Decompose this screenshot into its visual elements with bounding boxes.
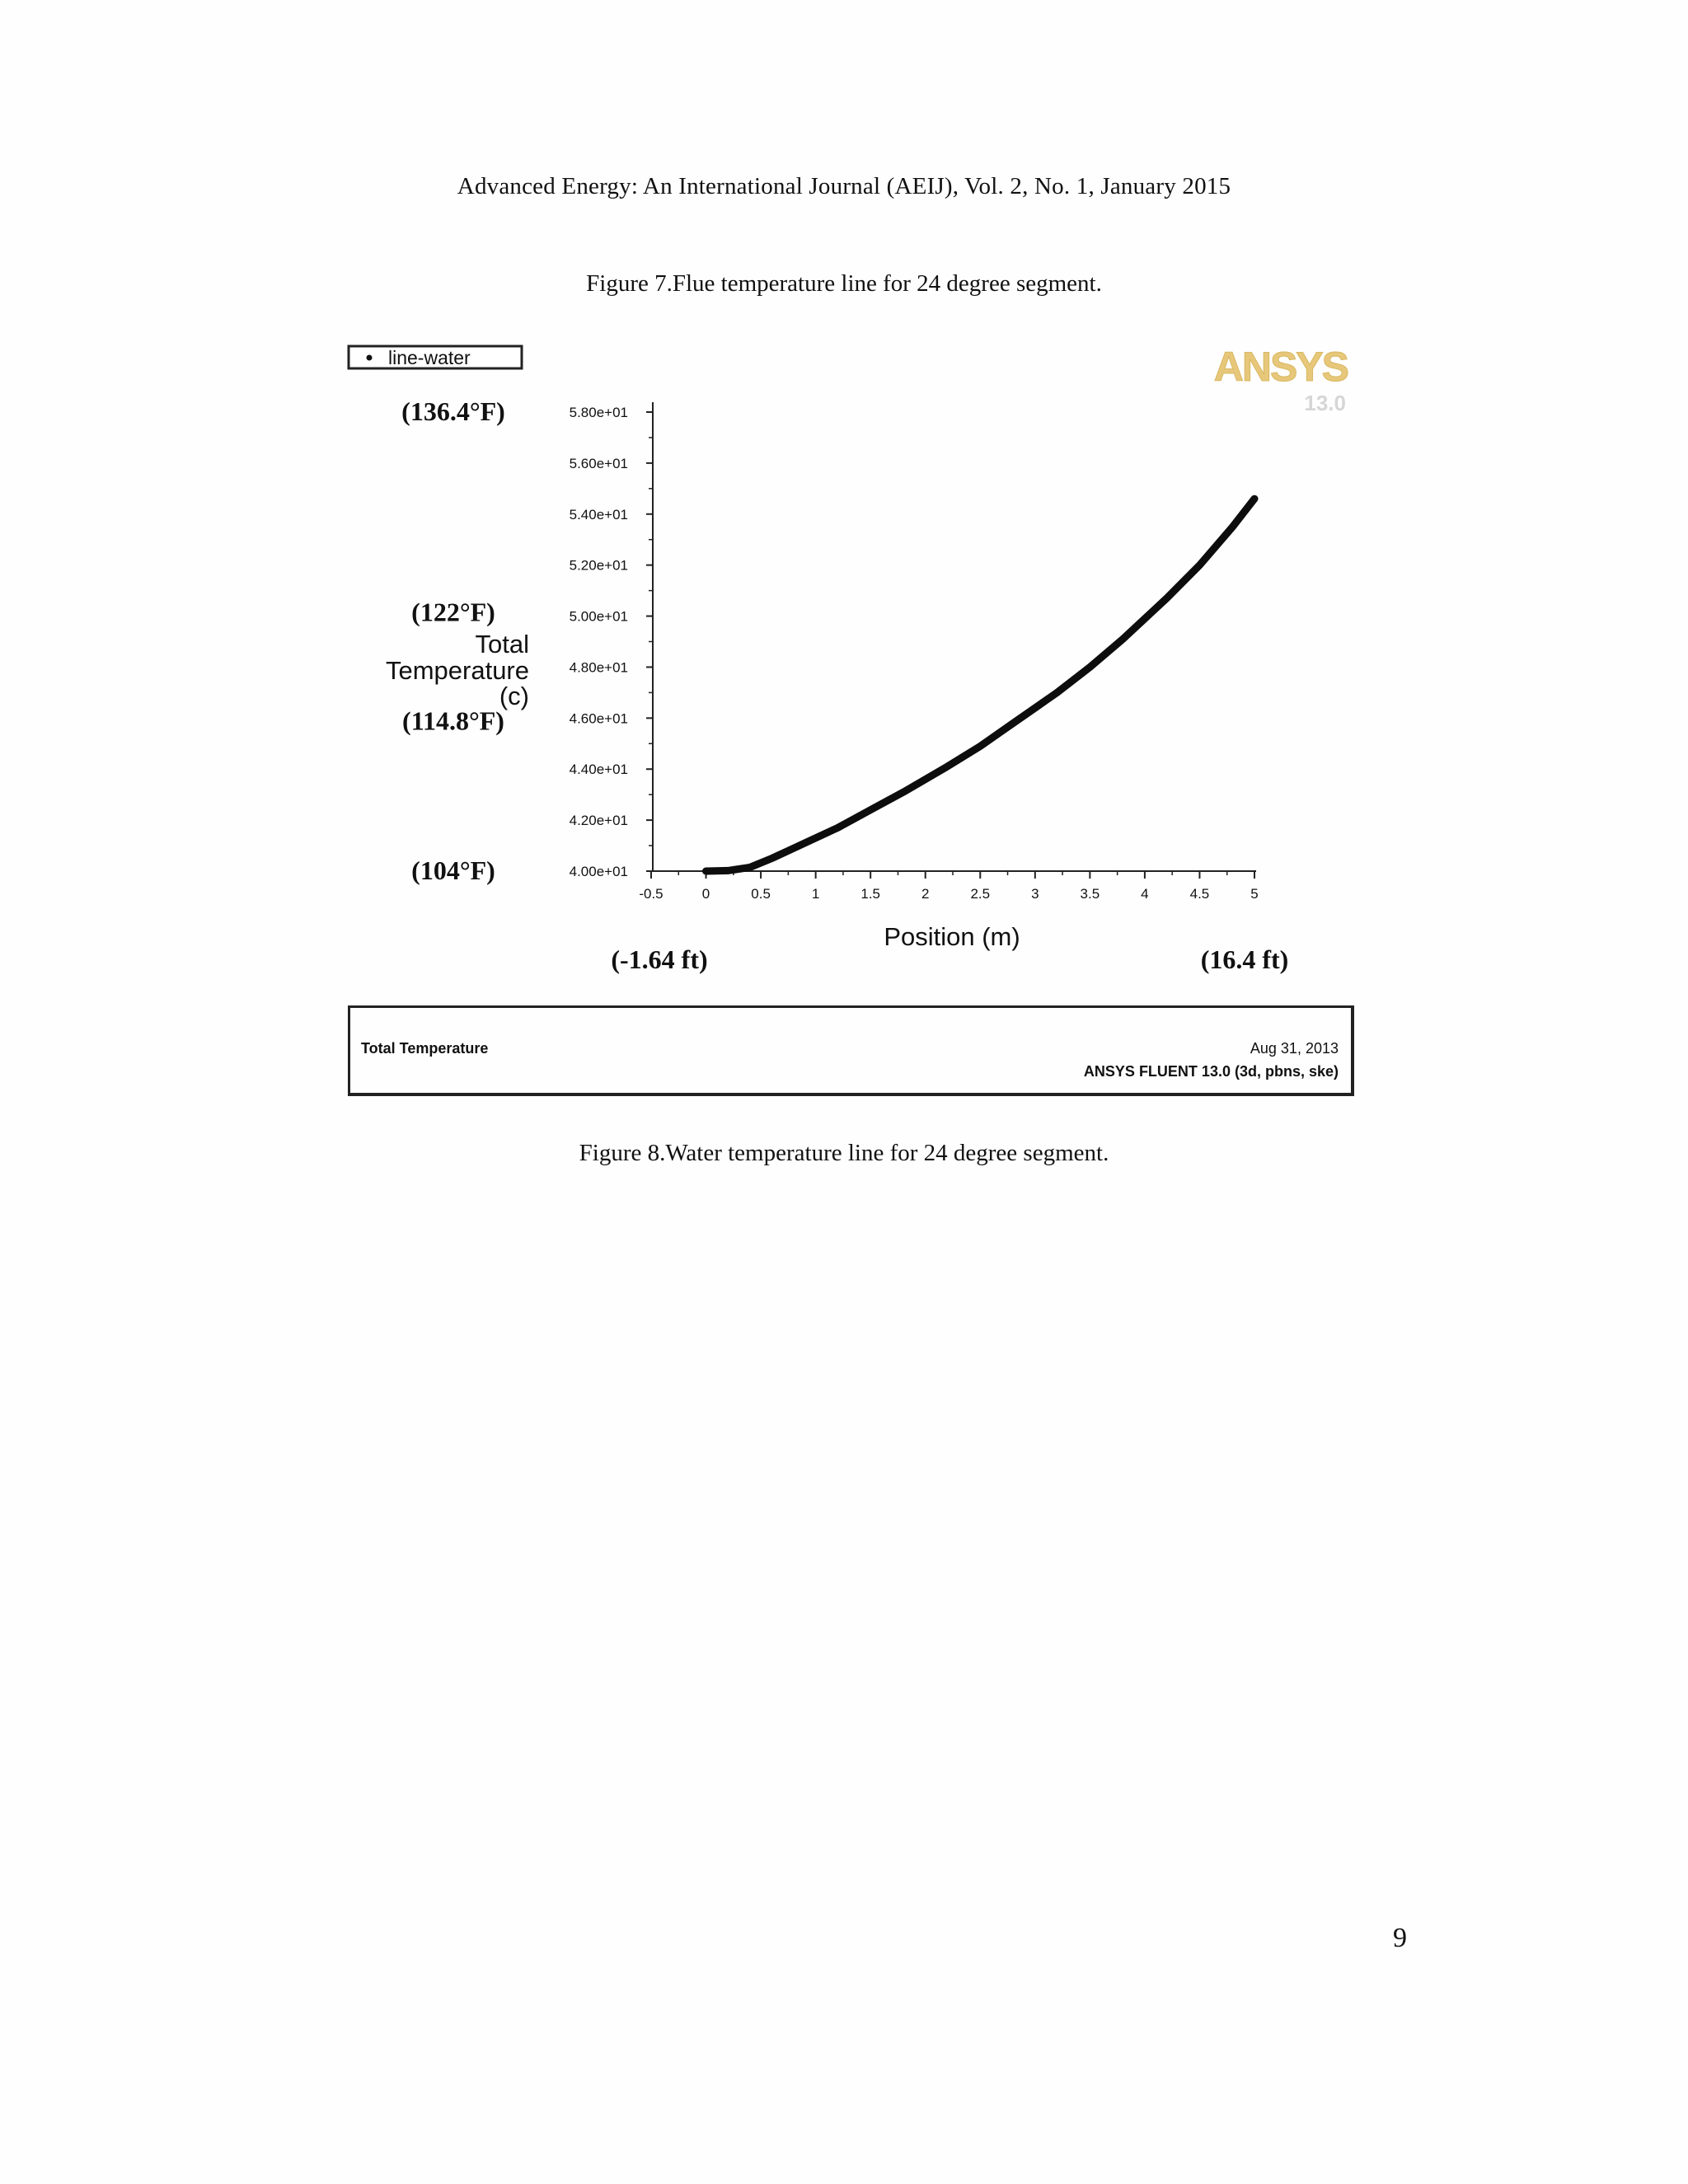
y-tick-label: 4.40e+01 <box>569 762 628 778</box>
y-tick-label: 4.20e+01 <box>569 813 628 829</box>
x-tick-label: 0.5 <box>751 886 771 902</box>
y-tick-label: 5.00e+01 <box>569 608 628 625</box>
x-tick-label: 3.5 <box>1080 886 1100 902</box>
x-tick-label: 2.5 <box>970 886 991 902</box>
y-tick-label: 5.40e+01 <box>569 506 628 523</box>
feet-annotation: (16.4 ft) <box>1200 944 1289 974</box>
legend-marker <box>367 355 373 361</box>
x-tick-label: 1 <box>811 886 820 902</box>
fahrenheit-annotation: (122°F) <box>411 597 495 627</box>
ansys-logo <box>1214 344 1348 415</box>
x-tick-label: 3 <box>1031 886 1039 902</box>
footer-variable-name: Total Temperature <box>361 1040 489 1057</box>
y-axis-title-line-3: (c) <box>499 682 529 710</box>
feet-annotation: (-1.64 ft) <box>611 944 708 974</box>
y-tick-label: 4.80e+01 <box>569 659 628 676</box>
figure-8-caption: Figure 8.Water temperature line for 24 degree segment. <box>579 1140 1109 1166</box>
x-axis-title: Position (m) <box>884 922 1020 951</box>
ansys-version-text: 13.0 <box>1304 391 1346 415</box>
footer-panel <box>348 1005 1354 1096</box>
fahrenheit-annotation: (114.8°F) <box>402 705 504 736</box>
y-axis-title-line-2: Temperature <box>385 656 529 685</box>
x-tick-label: 0 <box>701 886 710 902</box>
ansys-logo-text: ANSYS <box>1213 344 1348 390</box>
x-tick-label: 2 <box>921 886 930 902</box>
fahrenheit-annotation: (136.4°F) <box>401 396 505 426</box>
y-tick-label: 4.00e+01 <box>569 864 628 879</box>
figure-7-caption: Figure 7.Flue temperature line for 24 degree segment. <box>586 270 1102 297</box>
footer-date: Aug 31, 2013 <box>1250 1040 1339 1057</box>
temperature-plot <box>346 342 1360 993</box>
x-tick-label: 5 <box>1250 886 1259 902</box>
y-tick-label: 5.20e+01 <box>569 557 628 574</box>
y-axis-title-line-1: Total <box>475 630 529 658</box>
x-tick-label: 4 <box>1141 886 1149 902</box>
footer-software: ANSYS FLUENT 13.0 (3d, pbns, ske) <box>1083 1063 1339 1080</box>
y-tick-label: 4.60e+01 <box>569 710 628 727</box>
page-number: 9 <box>1393 1923 1407 1953</box>
legend-label: line-water <box>388 347 471 368</box>
running-header: Advanced Energy: An International Journal (AEIJ), Vol. 2, No. 1, January 2015 <box>457 173 1231 199</box>
y-tick-label: 5.80e+01 <box>569 405 628 420</box>
series-line-water <box>706 499 1255 871</box>
x-tick-label: -0.5 <box>639 886 663 902</box>
y-tick-label: 5.60e+01 <box>569 455 628 471</box>
x-tick-label: 1.5 <box>860 886 881 902</box>
x-tick-label: 4.5 <box>1189 886 1210 902</box>
fahrenheit-annotation: (104°F) <box>411 855 495 885</box>
